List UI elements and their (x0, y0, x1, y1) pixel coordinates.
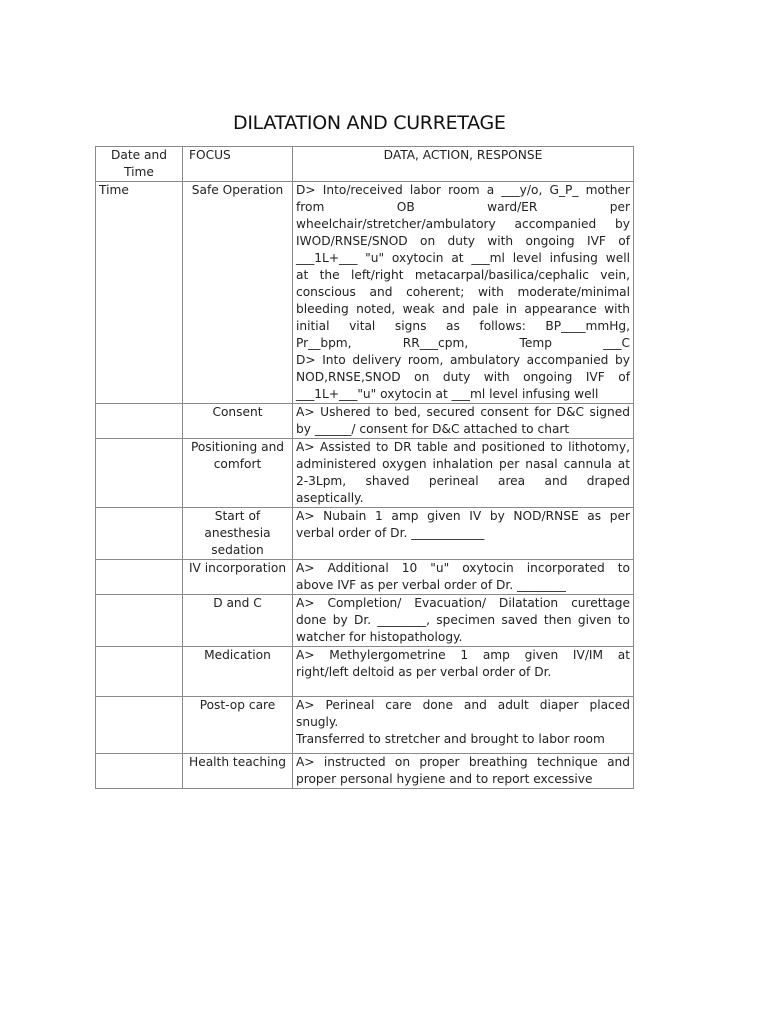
page-title: DILATATION AND CURRETAGE (233, 112, 506, 134)
entry-line: A> Nubain 1 amp given IV by NOD/RNSE as per (296, 509, 630, 523)
cell-data-action-response (293, 560, 634, 595)
entry-line: at the left/right metacarpal/basilica/cephalic vein, (296, 268, 630, 282)
entry-line: bleeding noted, weak and pale in appearance with (296, 302, 630, 316)
entry-line: A> instructed on proper breathing technique and (296, 755, 630, 769)
entry-line: by ______/ consent for D&C attached to chart (296, 422, 570, 436)
table-row (96, 697, 634, 754)
cell-focus: Safe Operation (183, 182, 293, 404)
table-row (96, 182, 634, 404)
entry-line: above IVF as per verbal order of Dr. ________ (296, 578, 566, 592)
entry-line: done by Dr. ________, specimen saved then given to (296, 613, 630, 627)
entry-line: proper personal hygiene and to report excessive (296, 772, 593, 786)
entry-line: Pr__bpm, RR___cpm, Temp ___C (296, 336, 630, 350)
entry-line: A> Ushered to bed, secured consent for D&C signed (296, 405, 630, 419)
entry-line: wheelchair/stretcher/ambulatory accompanied by (296, 217, 630, 231)
entry-line: D> Into delivery room, ambulatory accompanied by (296, 353, 630, 367)
entry-line: A> Assisted to DR table and positioned to lithotomy, (296, 440, 630, 454)
table-row (96, 595, 634, 647)
entry-line: watcher for histopathology. (296, 630, 463, 644)
cell-data-action-response (293, 595, 634, 647)
cell-data-action-response (293, 182, 634, 404)
header-data-action-response: DATA, ACTION, RESPONSE (293, 147, 634, 182)
entry-line: conscious and coherent; with moderate/minimal (296, 285, 630, 299)
cell-date-time (96, 697, 183, 754)
cell-focus: Health teaching (183, 754, 293, 789)
cell-focus: IV incorporation (183, 560, 293, 595)
entry-line: NOD,RNSE,SNOD on duty with ongoing IVF of (296, 370, 630, 384)
entry-line: snugly. (296, 715, 339, 729)
entry-line: A> Methylergometrine 1 amp given IV/IM at (296, 648, 630, 662)
cell-date-time (96, 404, 183, 439)
header-date-time: Date and Time (96, 147, 183, 182)
cell-focus: Start of anesthesia sedation (183, 508, 293, 560)
nursing-focus-table (95, 146, 634, 789)
cell-data-action-response (293, 508, 634, 560)
table-header-row (96, 147, 634, 182)
cell-date-time (96, 647, 183, 697)
cell-date-time (96, 560, 183, 595)
entry-line: Transferred to stretcher and brought to labor room (296, 732, 605, 746)
table-row (96, 439, 634, 508)
table-row (96, 560, 634, 595)
cell-focus: Positioning and comfort (183, 439, 293, 508)
cell-date-time (96, 439, 183, 508)
table-row (96, 754, 634, 789)
table-row (96, 404, 634, 439)
entry-line: A> Additional 10 "u" oxytocin incorporated to (296, 561, 630, 575)
cell-data-action-response (293, 439, 634, 508)
cell-data-action-response (293, 697, 634, 754)
entry-line: from OB ward/ER per (296, 200, 630, 214)
cell-date-time (96, 508, 183, 560)
entry-line: A> Completion/ Evacuation/ Dilatation curettage (296, 596, 630, 610)
table-row (96, 508, 634, 560)
cell-data-action-response (293, 647, 634, 697)
cell-data-action-response (293, 754, 634, 789)
entry-line: aseptically. (296, 491, 364, 505)
entry-line: verbal order of Dr. ____________ (296, 526, 485, 540)
cell-focus: Post-op care (183, 697, 293, 754)
cell-focus: Consent (183, 404, 293, 439)
entry-line: right/left deltoid as per verbal order of Dr. (296, 665, 552, 679)
table-row (96, 647, 634, 697)
entry-line: ___1L+___ "u" oxytocin at ___ml level infusing well (296, 251, 630, 265)
entry-line: 2-3Lpm, shaved perineal area and draped (296, 474, 630, 488)
cell-date-time: Time (96, 182, 183, 404)
cell-focus: D and C (183, 595, 293, 647)
table-body (96, 182, 634, 789)
entry-line: initial vital signs as follows: BP____mmHg, (296, 319, 630, 333)
cell-data-action-response (293, 404, 634, 439)
header-focus: FOCUS (183, 147, 293, 182)
cell-date-time (96, 595, 183, 647)
entry-line: D> Into/received labor room a ___y/o, G_P_ mother (296, 183, 630, 197)
entry-line: ___1L+___"u" oxytocin at ___ml level infusing well (296, 387, 599, 401)
entry-line: A> Perineal care done and adult diaper placed (296, 698, 630, 712)
cell-focus: Medication (183, 647, 293, 697)
entry-line: IWOD/RNSE/SNOD on duty with ongoing IVF of (296, 234, 630, 248)
entry-line: administered oxygen inhalation per nasal cannula at (296, 457, 630, 471)
cell-date-time (96, 754, 183, 789)
